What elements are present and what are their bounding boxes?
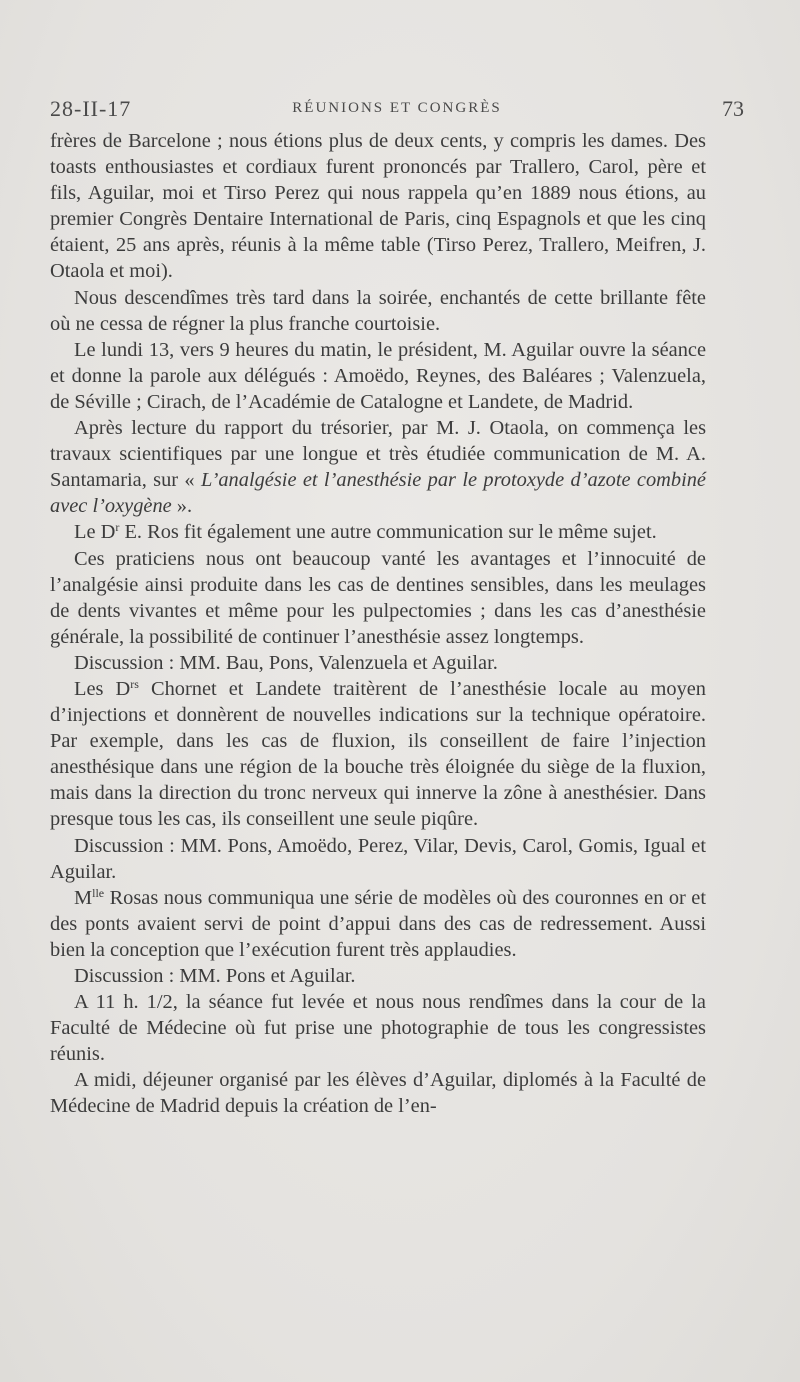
page-number: 73 — [722, 96, 744, 121]
paragraph-text: Le D — [74, 521, 116, 544]
paragraph-text: Après lecture du rapport du trésorier, par M. J. Otaola, on commença les travaux scientifiques par une longue et très étudiée communication de M. A. Santamaria, sur « — [50, 417, 706, 492]
paragraph — [50, 519, 706, 545]
paragraph: Nous descendîmes très tard dans la soirée, enchantés de cette brillante fête où ne cessa de régner la plus franche courtoisie. — [50, 286, 706, 335]
running-head — [50, 96, 744, 126]
paragraph: A 11 h. 1/2, la séance fut levée et nous nous rendîmes dans la cour de la Faculté de Médecine où fut prise une photographie de tous les congressistes réunis. — [50, 991, 706, 1066]
paragraph-text: Chornet et Landete traitèrent de l’anesthésie locale au moyen d’injections et donnèrent de nouvelles indications sur la technique opératoire. Par exemple, dans les cas de fluxion, ils conseillent de faire l’injection anesthésique dans une région de la bouche très éloignée du siège de la fluxion, mais dans la direction du tronc nerveux qui innerve la zône à anesthésier. Dans presque tous les cas, ils conseillent une seule piqûre. — [50, 677, 707, 831]
superscript: lle — [92, 885, 105, 900]
paragraph: Ces praticiens nous ont beaucoup vanté les avantages et l’innocuité de l’analgésie ainsi produite dans les cas de dentines sensibles, dans les meulages de dents vivantes et même pour les pulpectomies ; dans les cas d’anesthésie générale, la possibilité de continuer l’anesthésie assez longtemps. — [50, 547, 706, 648]
paragraph: Le lundi 13, vers 9 heures du matin, le président, M. Aguilar ouvre la séance et donne la parole aux délégués : Amoëdo, Reynes, des Baléares ; Valenzuela, de Séville ; Cirach, de l’Académie de Catalogne et Landete, de Madrid. — [50, 338, 706, 413]
paragraph — [50, 676, 706, 833]
paragraph-text: Les D — [74, 677, 131, 700]
paragraph-text: E. Ros fit également une autre communication sur le même sujet. — [119, 521, 657, 544]
paragraph-text: ». — [171, 495, 193, 518]
paragraph-text: M — [74, 886, 93, 909]
body-text — [50, 128, 706, 1120]
superscript: r — [115, 520, 120, 535]
superscript: rs — [130, 676, 139, 691]
paragraph: Discussion : MM. Pons, Amoëdo, Perez, Vilar, Devis, Carol, Gomis, Igual et Aguilar. — [50, 834, 706, 883]
section-title: RÉUNIONS ET CONGRÈS — [292, 100, 502, 116]
issue-date: 28-II-17 — [50, 96, 132, 121]
paragraph: Discussion : MM. Pons et Aguilar. — [74, 965, 356, 987]
paragraph: A midi, déjeuner organisé par les élèves d’Aguilar, diplomés à la Faculté de Médecine de Madrid depuis la création de l’en- — [50, 1069, 706, 1118]
paragraph — [50, 885, 706, 963]
paragraph-text: Rosas nous communiqua une série de modèles où des couronnes en or et des ponts avaient servi de point d’appui dans des cas de redressement. Aussi bien la conception que l’exécution furent très applaudies. — [50, 886, 706, 961]
communication-title: L’analgésie et l’anesthésie par le protoxyde d’azote combiné avec l’oxygène — [50, 469, 706, 518]
paragraph: Discussion : MM. Bau, Pons, Valenzuela et Aguilar. — [74, 651, 498, 674]
paragraph-continuation: frères de Barcelone ; nous étions plus de deux cents, y compris les dames. Des toasts enthousiastes et cordiaux furent prononcés par Trallero, Carol, père et fils, Aguilar, moi et Tirso Perez qui nous rappela qu’en 1889 nous étions, au premier Congrès Dentaire International de Paris, cinq Espagnols et que les cinq étaient, 25 ans après, réunis à la même table (Tirso Perez, Trallero, Meifren, J. Otaola et moi). — [50, 130, 706, 283]
paragraph — [50, 415, 706, 519]
